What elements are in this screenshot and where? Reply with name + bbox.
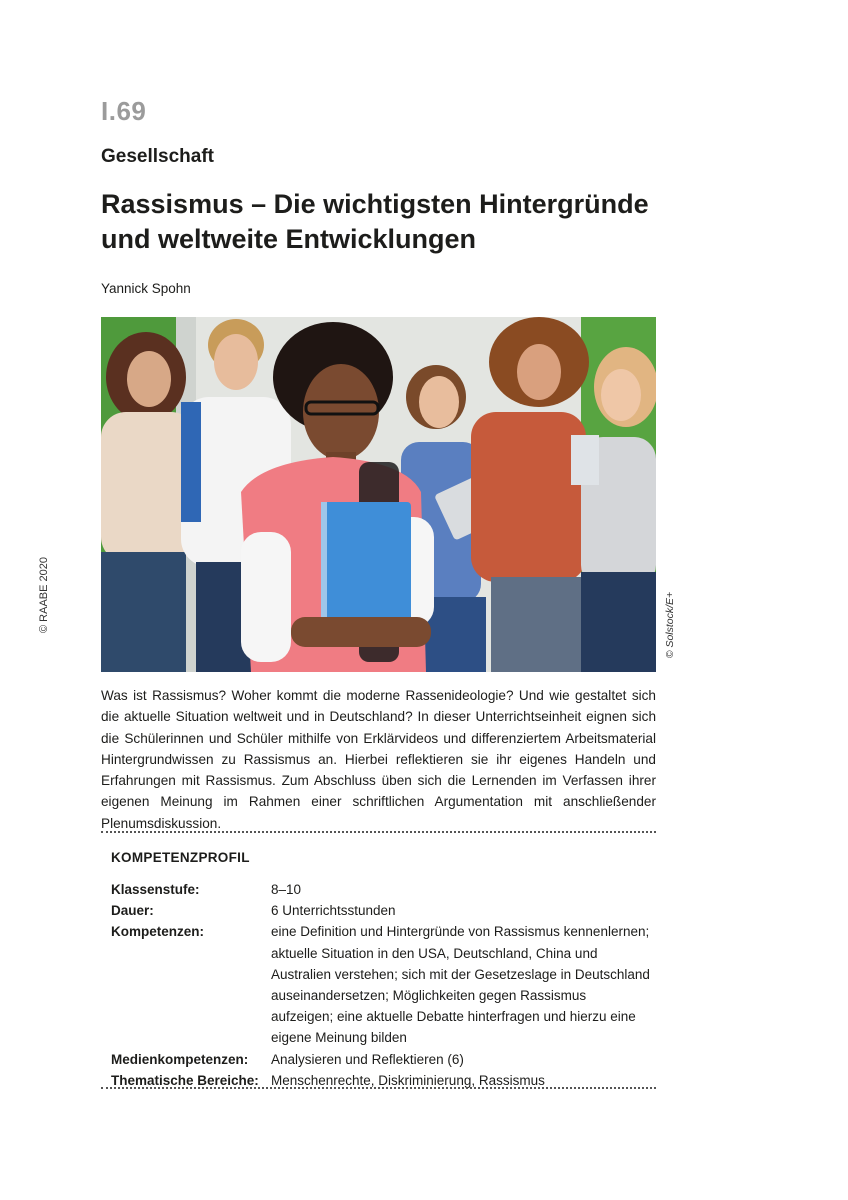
kompetenzprofil-table	[111, 879, 651, 1091]
row-value: 8–10	[271, 882, 302, 897]
section-number: I.69	[101, 96, 147, 126]
copyright-note: © RAABE 2020	[38, 557, 50, 633]
kompetenzprofil-heading: KOMPETENZPROFIL	[111, 850, 250, 865]
kompetenz-row-medienkompetenzen	[111, 1049, 651, 1070]
row-label: Medienkompetenzen:	[111, 1051, 249, 1067]
row-label: Klassenstufe:	[111, 882, 200, 897]
row-value: eine Definition und Hintergründe von Rassismus kennenlernen; aktuelle Situation in den USA, Deutschland, China und Australien verstehen; sich mit der Gesetzeslage in Deutschland auseinandersetzen; Möglichkeiten gegen Rassismus aufzeigen; eine aktuelle Debatte hinterfragen und hierzu eine eigene Meinung bilden	[271, 924, 650, 1046]
page-title: Rassismus – Die wichtigsten Hintergründe und weltweite Entwicklungen	[101, 189, 649, 254]
cover-photo	[101, 317, 656, 672]
photo-credit: © Solstock/E+	[664, 591, 676, 659]
author-name: Yannick Spohn	[101, 281, 191, 296]
row-label: Dauer:	[111, 903, 154, 919]
kompetenz-row-kompetenzen	[111, 921, 651, 1048]
divider-bottom	[101, 1087, 656, 1089]
divider-top	[101, 831, 656, 833]
kompetenz-row-klassenstufe	[111, 879, 651, 900]
kompetenz-row-dauer	[111, 900, 651, 921]
row-value: Menschenrechte, Diskriminierung, Rassismus	[271, 1072, 545, 1088]
row-label: Kompetenzen:	[111, 924, 205, 940]
intro-paragraph: Was ist Rassismus? Woher kommt die moderne Rassenideologie? Und wie gestaltet sich die aktuelle Situation weltweit und in Deutschland? In dieser Unterrichtseinheit eignen sich die Schülerinnen und Schüler mithilfe von Erklärvideos und differenziertem Arbeitsmaterial Hintergrundwissen zu Rassismus an. Hierbei reflektieren sie ihr eigenes Handeln und Erfahrungen mit Rassismus. Zum Abschluss üben sich die Lernenden im Verfassen ihrer eigenen Meinung im Rahmen einer schriftlichen Argumentation mit anschließender Plenumsdiskussion.	[101, 688, 656, 831]
row-value: Analysieren und Reflektieren (6)	[271, 1051, 464, 1067]
row-label: Thematische Bereiche:	[111, 1072, 259, 1088]
category-label: Gesellschaft	[101, 146, 214, 167]
row-value: 6 Unterrichtsstunden	[271, 903, 396, 919]
